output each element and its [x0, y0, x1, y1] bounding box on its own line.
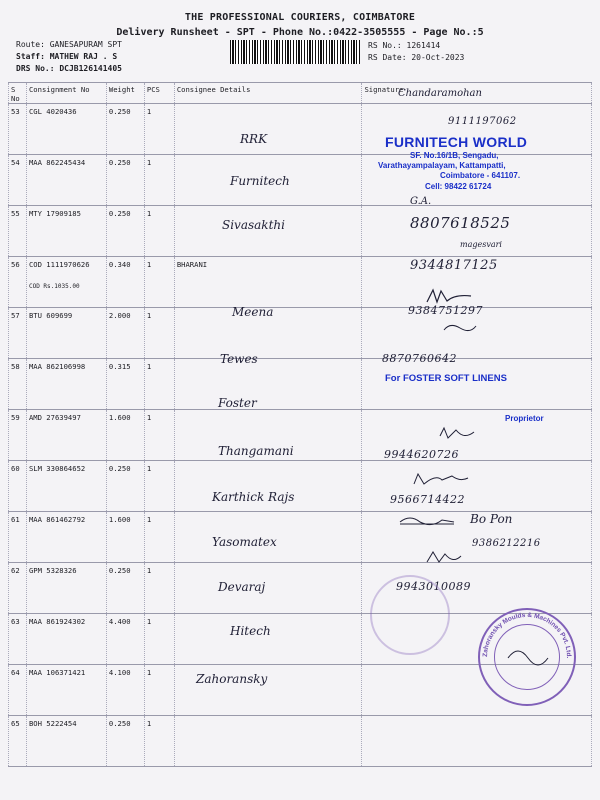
cell-consignment: MAA 861462792	[26, 512, 106, 563]
table-row	[9, 461, 592, 512]
staff-label: Staff: MATHEW RAJ . S	[16, 52, 118, 61]
drs-number: DRS No.: DCJB126141405	[16, 64, 122, 73]
cell-weight: 0.250	[106, 563, 144, 614]
cell-pcs: 1	[144, 104, 174, 155]
rs-number: RS No.: 1261414	[368, 41, 441, 50]
runsheet-subtitle: Delivery Runsheet - SPT - Phone No.:0422-3505555 - Page No.:5	[116, 27, 484, 38]
signature-scribble	[425, 288, 475, 306]
hw-phone: 9384751297	[408, 304, 483, 317]
hw-name: Yasomatex	[212, 535, 277, 549]
cell-pcs: 1	[144, 410, 174, 461]
col-sno: S No	[9, 83, 27, 104]
cell-consignment: MAA 862245434	[26, 155, 106, 206]
cell-pcs: 1	[144, 614, 174, 665]
hw-name: Thangamani	[218, 444, 294, 458]
cell-sno: 64	[9, 665, 27, 716]
hw-phone: 9111197062	[448, 116, 517, 127]
route-label: Route: GANESAPURAM SPT	[16, 40, 122, 49]
cell-sno: 55	[9, 206, 27, 257]
cell-consignment: MTY 17909185	[26, 206, 106, 257]
hw-name: Devaraj	[218, 580, 266, 594]
cell-pcs: 1	[144, 308, 174, 359]
foster-stamp-title: For FOSTER SOFT LINENS	[385, 373, 507, 384]
cell-pcs: 1	[144, 716, 174, 767]
hw-name: RRK	[240, 132, 268, 146]
hw-phone: 9344817125	[410, 258, 498, 273]
signature-scribble	[412, 470, 472, 490]
cod-amount: COD Rs.1035.00	[28, 283, 80, 290]
cell-consignment: SLM 330864652	[26, 461, 106, 512]
cell-sno: 61	[9, 512, 27, 563]
signature-scribble	[425, 550, 465, 568]
furnitech-stamp-title: FURNITECH WORLD	[385, 134, 528, 150]
col-pcs: PCS	[144, 83, 174, 104]
cell-consignment: BTU 609699	[26, 308, 106, 359]
cell-sno: 58	[9, 359, 27, 410]
cell-consignee-details	[174, 716, 362, 767]
cell-pcs: 1	[144, 461, 174, 512]
cell-sno: 60	[9, 461, 27, 512]
furnitech-stamp-address: Coimbatore - 641107.	[440, 171, 521, 180]
table-row	[9, 257, 592, 308]
cell-sno: 59	[9, 410, 27, 461]
hw-name: Hitech	[230, 624, 271, 638]
cell-weight: 0.340	[106, 257, 144, 308]
cell-weight: 0.250	[106, 716, 144, 767]
signature-scribble	[398, 512, 458, 532]
table-row	[9, 716, 592, 767]
furnitech-stamp-cell: Cell: 98422 61724	[425, 182, 492, 191]
cell-consignment: BOH 5222454	[26, 716, 106, 767]
cell-pcs: 1	[144, 512, 174, 563]
signature-scribble	[440, 322, 480, 338]
cell-pcs: 1	[144, 257, 174, 308]
table-row	[9, 563, 592, 614]
zahoransky-seal	[478, 608, 576, 706]
cell-sno: 54	[9, 155, 27, 206]
hw-signature: Bo Pon	[470, 512, 513, 526]
cell-weight: 2.000	[106, 308, 144, 359]
cell-weight: 0.250	[106, 104, 144, 155]
cell-consignment: MAA 106371421	[26, 665, 106, 716]
col-consignee-details: Consignee Details	[174, 83, 362, 104]
runsheet-header	[0, 0, 600, 78]
table-header-row	[9, 83, 592, 104]
col-weight: Weight	[106, 83, 144, 104]
cell-sno: 63	[9, 614, 27, 665]
cell-pcs: 1	[144, 563, 174, 614]
cell-weight: 0.250	[106, 461, 144, 512]
hw-signature: G.A.	[410, 196, 432, 207]
cell-consignment: AMD 27639497	[26, 410, 106, 461]
cell-weight: 0.250	[106, 206, 144, 257]
hw-phone: 9386212216	[472, 538, 541, 549]
cell-consignment: GPM 5328326	[26, 563, 106, 614]
cell-signature	[362, 359, 592, 410]
cell-sno: 65	[9, 716, 27, 767]
cell-consignee-details	[174, 104, 362, 155]
cell-consignee-details: BHARANI	[174, 257, 362, 308]
hw-phone: 9944620726	[384, 448, 459, 461]
table-row	[9, 308, 592, 359]
hw-name: Karthick Rajs	[212, 490, 295, 504]
hw-signature: Chandaramohan	[398, 88, 482, 99]
hw-name: Tewes	[220, 352, 258, 366]
furnitech-stamp-address: Varathayampalayam, Kattampatti,	[378, 161, 506, 170]
col-consignment: Consignment No	[26, 83, 106, 104]
cell-weight: 0.250	[106, 155, 144, 206]
company-title: THE PROFESSIONAL COURIERS, COIMBATORE	[184, 12, 416, 23]
cell-weight: 1.600	[106, 512, 144, 563]
cell-consignee-details	[174, 563, 362, 614]
rs-date: RS Date: 20-Oct-2023	[368, 53, 465, 62]
cell-weight: 4.400	[106, 614, 144, 665]
hw-name: Zahoransky	[196, 672, 268, 686]
cell-pcs: 1	[144, 206, 174, 257]
hw-name: Furnitech	[230, 174, 290, 188]
cell-signature	[362, 716, 592, 767]
cell-weight: 4.100	[106, 665, 144, 716]
cell-weight: 0.315	[106, 359, 144, 410]
seal-ring-label: Zahoransky Moulds & Machines Pvt. Ltd.	[481, 611, 573, 659]
hw-name: Meena	[232, 305, 274, 319]
hw-name: Sivasakthi	[222, 218, 285, 232]
hw-phone: 9566714422	[390, 493, 465, 506]
furnitech-stamp-address: SF. No.16/1B, Sengadu,	[410, 151, 499, 160]
cell-consignment: MAA 861924302	[26, 614, 106, 665]
cell-consignment: CGL 4020436	[26, 104, 106, 155]
table-row	[9, 359, 592, 410]
cell-pcs: 1	[144, 155, 174, 206]
foster-stamp-proprietor: Proprietor	[505, 414, 544, 423]
hw-phone: 8807618525	[410, 214, 511, 232]
cell-consignment: COD 1111970626 COD Rs.1035.00	[26, 257, 106, 308]
cell-sno: 62	[9, 563, 27, 614]
cell-consignee-details	[174, 359, 362, 410]
cell-consignee-details	[174, 614, 362, 665]
hw-phone: 9943010089	[396, 580, 471, 593]
cell-pcs: 1	[144, 665, 174, 716]
cell-consignment: MAA 862106998	[26, 359, 106, 410]
cell-sno: 57	[9, 308, 27, 359]
col-signature: Signature	[362, 83, 592, 104]
barcode	[230, 40, 360, 64]
hw-signature: magesvari	[460, 240, 502, 249]
seal-ring-text	[478, 608, 576, 706]
hw-name: Foster	[218, 396, 257, 410]
cell-sno: 56	[9, 257, 27, 308]
svg-text:Zahoransky Moulds & Machines P	[482, 612, 572, 659]
cell-pcs: 1	[144, 359, 174, 410]
cell-sno: 53	[9, 104, 27, 155]
signature-scribble	[438, 426, 478, 444]
cell-weight: 1.600	[106, 410, 144, 461]
hw-phone: 8870760642	[382, 352, 457, 365]
faded-round-stamp	[370, 575, 450, 655]
